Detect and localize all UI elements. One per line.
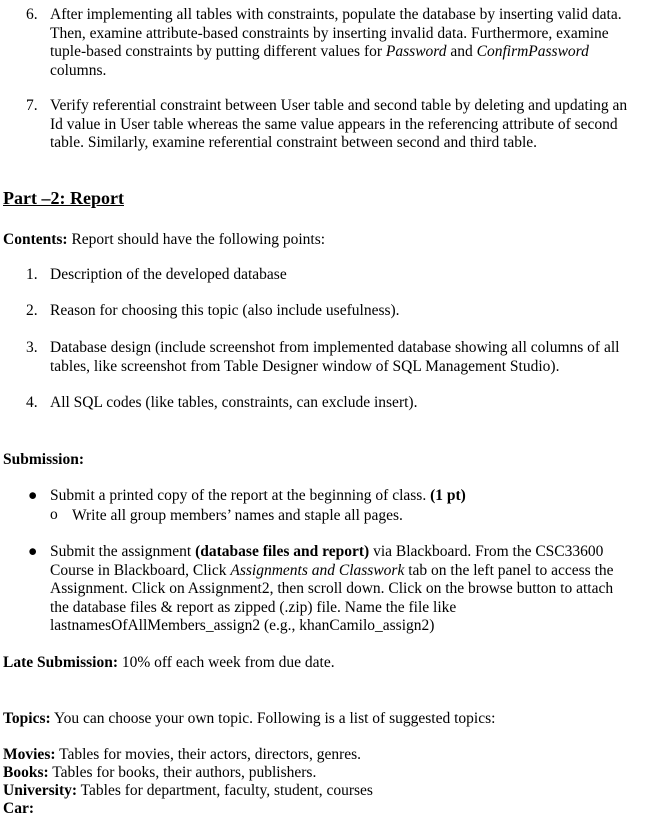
report-item-4: 4. All SQL codes (like tables, constraints, can exclude insert). bbox=[26, 394, 418, 411]
report-item-1: 1. Description of the developed database bbox=[26, 266, 287, 283]
late-submission-line: Late Submission: 10% off each week from due date. bbox=[3, 654, 335, 671]
topic-car: Car: bbox=[3, 800, 34, 817]
contents-label: Contents: bbox=[3, 231, 68, 248]
list-item-6 bbox=[26, 6, 636, 80]
bullet-icon: ● bbox=[28, 543, 38, 560]
submission-sub-bullet: o Write all group members’ names and staple all pages. bbox=[50, 506, 403, 524]
list-item-text: After implementing all tables with constraints, populate the database by inserting valid data. Then, examine attribute-based constraints by inserting invalid data. Furthermore, examine tuple-based constraints by putting different values for Password and ConfirmPassword columns. bbox=[50, 6, 622, 79]
report-item-2: 2. Reason for choosing this topic (also include usefulness). bbox=[26, 302, 400, 319]
list-item-text: Verify referential constraint between User table and second table by deleting and updating an Id value in User table whereas the same value appears in the referencing attribute of second table. Similarly, examine referential constraint between second and third table. bbox=[50, 97, 628, 151]
submission-heading: Submission: bbox=[3, 451, 84, 468]
confirm-password-term: ConfirmPassword bbox=[476, 43, 589, 60]
topics-line: Topics: You can choose your own topic. Following is a list of suggested topics: bbox=[3, 710, 496, 727]
points-badge: (1 pt) bbox=[430, 487, 466, 504]
part2-heading: Part –2: Report bbox=[3, 188, 124, 208]
topic-university: University: Tables for department, faculty, student, courses bbox=[3, 782, 373, 799]
hollow-circle-icon: o bbox=[50, 506, 58, 523]
list-number: 6. bbox=[26, 6, 38, 23]
bullet-icon: ● bbox=[28, 487, 38, 504]
list-item-7 bbox=[26, 97, 636, 153]
list-number: 7. bbox=[26, 97, 38, 114]
password-term: Password bbox=[385, 43, 447, 60]
submission-bullet-1: ● Submit a printed copy of the report at the beginning of class. (1 pt) bbox=[28, 487, 466, 504]
contents-line: Contents: Report should have the following points: bbox=[3, 231, 326, 248]
report-item-3: 3. Database design (include screenshot from implemented database showing all columns of all tables, like screenshot from Table Designer window of SQL Management Studio). bbox=[26, 339, 620, 375]
topic-movies: Movies: Tables for movies, their actors, directors, genres. bbox=[3, 746, 362, 763]
submission-bullet-2: ● Submit the assignment (database files and report) via Blackboard. From the CSC33600 Course in Blackboard, Click Assignments and Classwork tab on the left panel to access the Assignment. Click on Assignment2, then scroll down. Click on the browse button to attach the database files & report as zipped (.zip) file. Name the file like lastnamesOfAllMembers_assign2 (e.g., khanCamilo_assign2) bbox=[28, 543, 614, 634]
topic-books: Books: Tables for books, their authors, publishers. bbox=[3, 764, 317, 781]
